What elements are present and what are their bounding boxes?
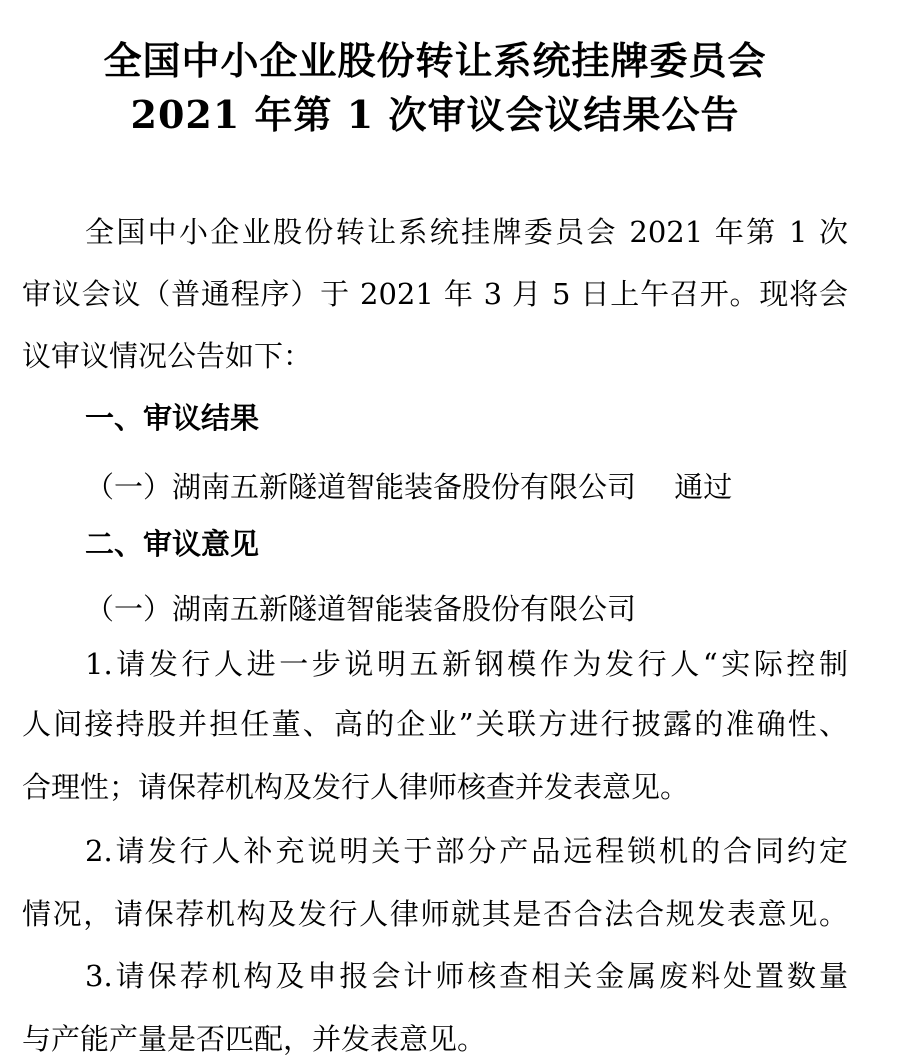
opinion-company: （一）湖南五新隧道智能装备股份有限公司	[85, 592, 637, 626]
opinion-1-line-2: 人间接持股并担任董、高的企业”关联方进行披露的准确性、	[22, 707, 848, 741]
review-result-item: （一）湖南五新隧道智能装备股份有限公司 通过	[85, 470, 733, 504]
intro-line-3: 议审议情况公告如下：	[22, 339, 313, 373]
opinion-2-line-1: 2.请发行人补充说明关于部分产品远程锁机的合同约定	[85, 834, 848, 868]
opinion-3-line-2: 与产能产量是否匹配，并发表意见。	[22, 1022, 487, 1056]
opinion-2-line-2: 情况，请保荐机构及发行人律师就其是否合法合规发表意见。	[22, 897, 848, 931]
title-line-2: 2021 年第 1 次审议会议结果公告	[130, 92, 740, 137]
opinion-3-line-1: 3.请保荐机构及申报会计师核查相关金属废料处置数量	[85, 959, 848, 993]
intro-line-2: 审议会议（普通程序）于 2021 年 3 月 5 日上午召开。现将会	[22, 277, 848, 311]
section-1-heading: 一、审议结果	[85, 401, 260, 435]
opinion-1-line-3: 合理性；请保荐机构及发行人律师核查并发表意见。	[22, 770, 690, 804]
intro-line-1: 全国中小企业股份转让系统挂牌委员会 2021 年第 1 次	[85, 215, 848, 249]
opinion-1-line-1: 1.请发行人进一步说明五新钢模作为发行人“实际控制	[85, 647, 848, 681]
title-line-1: 全国中小企业股份转让系统挂牌委员会	[103, 38, 767, 83]
section-2-heading: 二、审议意见	[85, 527, 260, 561]
